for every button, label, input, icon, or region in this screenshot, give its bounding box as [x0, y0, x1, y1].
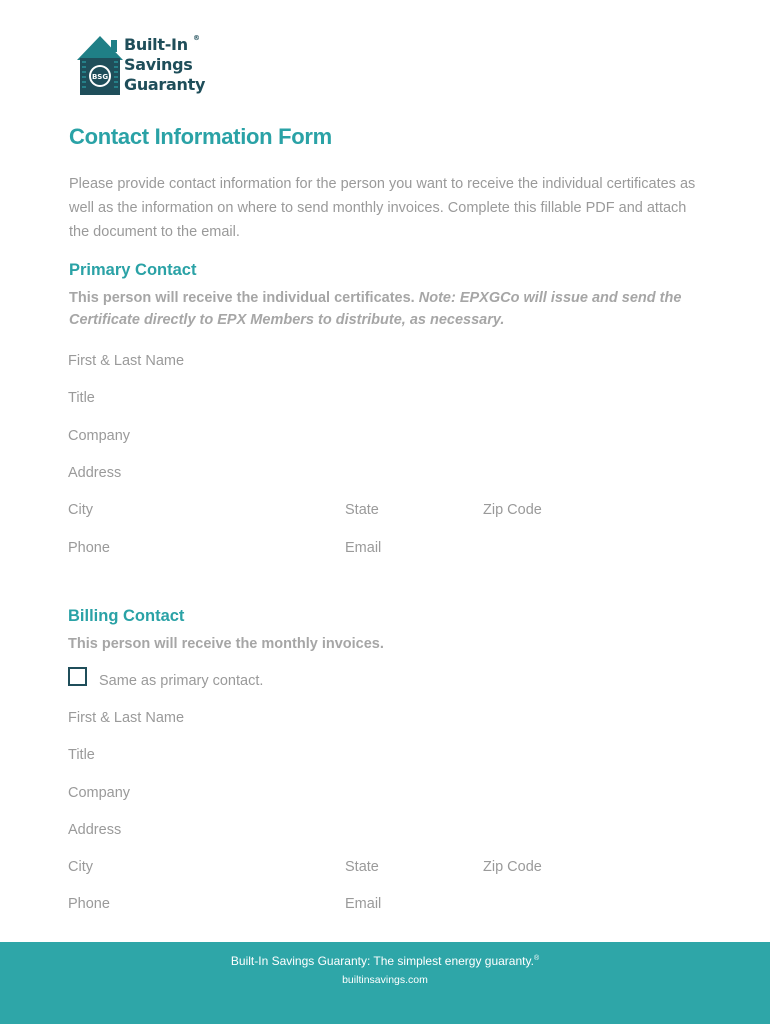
logo-badge-text: BSG [91, 73, 109, 81]
billing-title-field[interactable]: Title [68, 747, 95, 763]
logo-line-3: Guaranty [124, 75, 206, 94]
billing-email-field[interactable]: Email [345, 896, 382, 912]
form-intro: Please provide contact information for the person you want to receive the individual certificates as well as the information on where to send monthly invoices. Complete this fillable PDF and attach the document to the email. [69, 176, 696, 240]
primary-phone-field[interactable]: Phone [68, 540, 110, 556]
primary-address-field[interactable]: Address [68, 465, 122, 481]
billing-contact-heading: Billing Contact [68, 607, 185, 625]
page-footer [0, 942, 770, 1024]
footer-registered-mark: ® [533, 955, 540, 962]
primary-name-field[interactable]: First & Last Name [68, 353, 185, 369]
primary-contact-heading: Primary Contact [69, 261, 197, 279]
primary-company-field[interactable]: Company [68, 428, 131, 444]
billing-name-field[interactable]: First & Last Name [68, 710, 185, 726]
company-logo [76, 34, 216, 100]
same-as-primary-label: Same as primary contact. [99, 673, 264, 689]
billing-company-field[interactable]: Company [68, 785, 131, 801]
primary-city-field[interactable]: City [68, 502, 93, 518]
primary-title-field[interactable]: Title [68, 390, 95, 406]
logo-registered-mark: ® [193, 34, 200, 42]
billing-phone-field[interactable]: Phone [68, 896, 110, 912]
billing-address-field[interactable]: Address [68, 822, 122, 838]
primary-email-field[interactable]: Email [345, 540, 382, 556]
billing-city-field[interactable]: City [68, 859, 93, 875]
footer-tagline [0, 954, 770, 968]
primary-contact-description [69, 287, 709, 331]
primary-state-field[interactable]: State [345, 502, 379, 518]
house-logo-icon [76, 34, 124, 98]
primary-contact-desc-text: This person will receive the individual certificates. [69, 290, 415, 306]
billing-state-field[interactable]: State [345, 859, 379, 875]
same-as-primary-checkbox[interactable] [68, 667, 87, 686]
primary-contact-note: Note: EPXGCo will issue and send the Certificate directly to EPX Members to distribute, as necessary. [69, 290, 682, 328]
logo-line-1: Built-In [124, 35, 188, 54]
footer-tagline-text: Built-In Savings Guaranty: The simplest energy guaranty. [230, 954, 534, 968]
footer-website-link[interactable]: builtinsavings.com [342, 974, 428, 986]
form-title: Contact Information Form [69, 124, 332, 149]
logo-line-2: Savings [124, 55, 193, 74]
billing-contact-description: This person will receive the monthly invoices. [68, 636, 384, 652]
billing-zip-field[interactable]: Zip Code [483, 859, 542, 875]
primary-zip-field[interactable]: Zip Code [483, 502, 542, 518]
logo-wordmark [124, 35, 205, 95]
